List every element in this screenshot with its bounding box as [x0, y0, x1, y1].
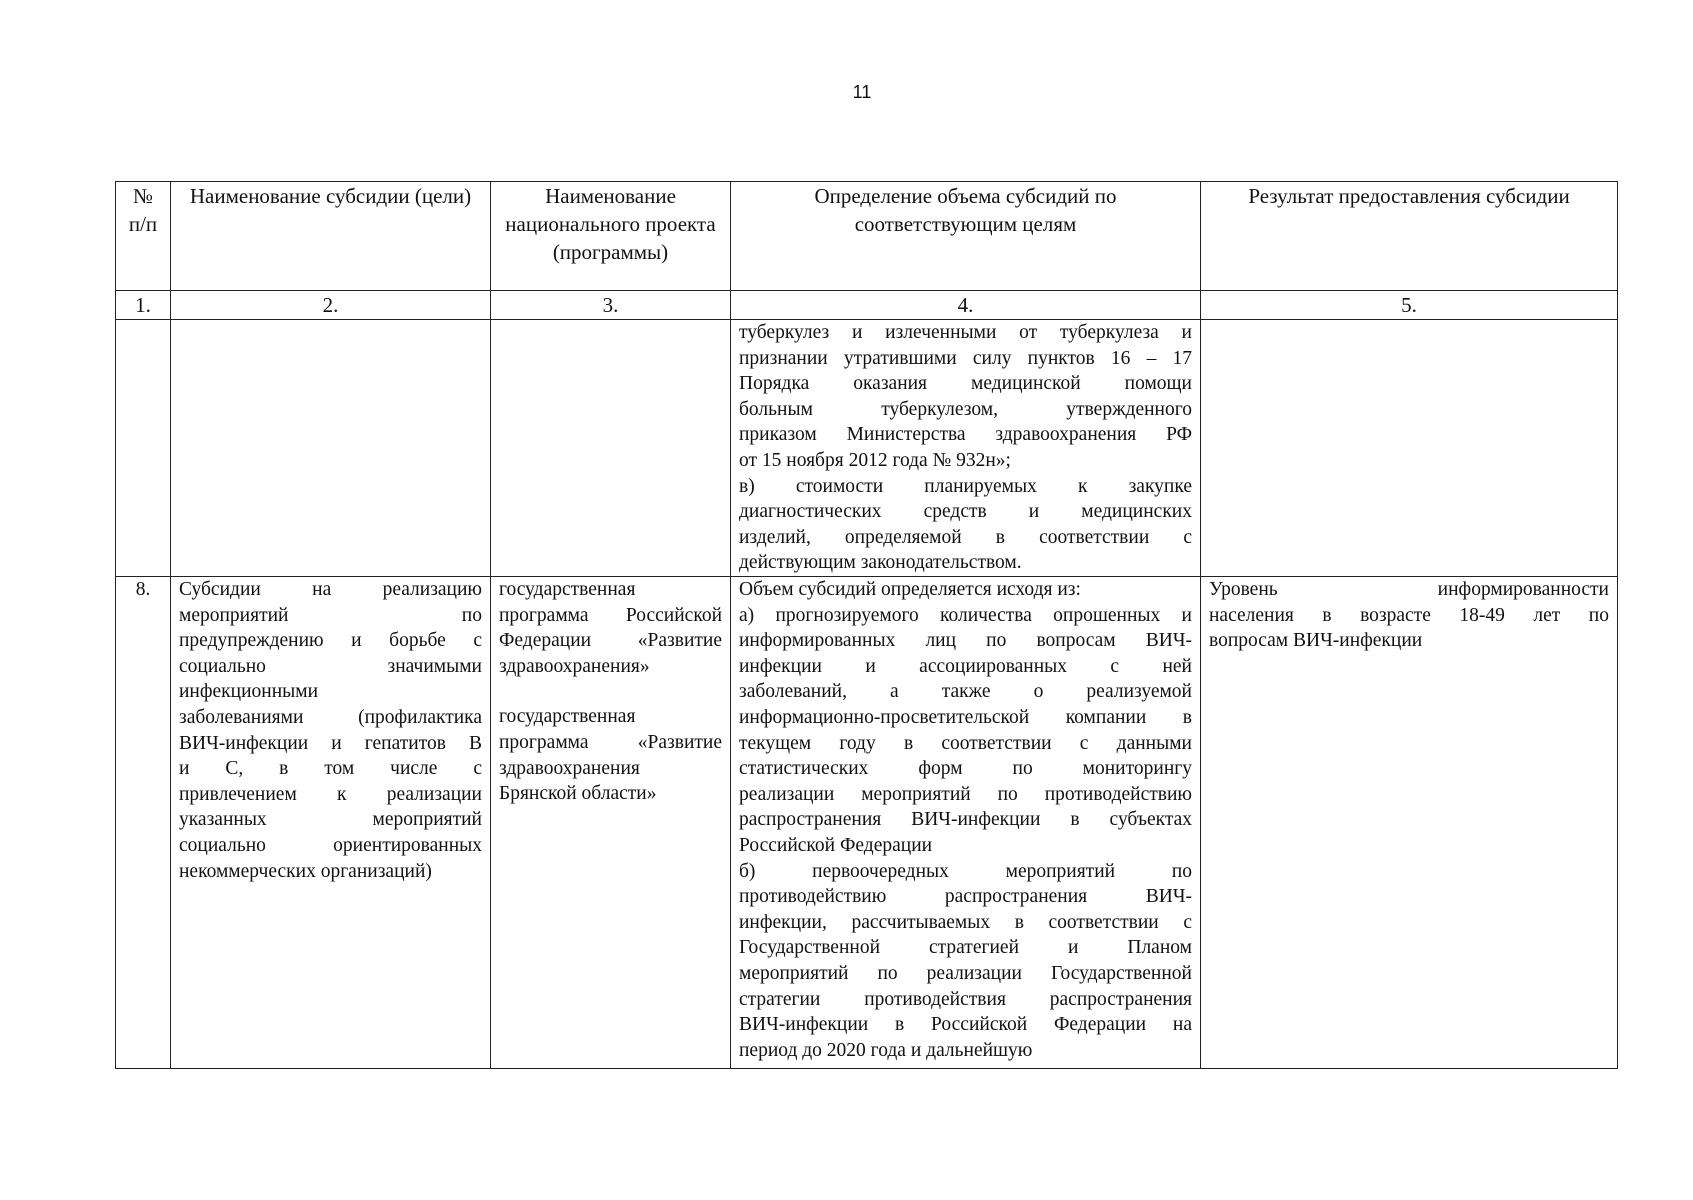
text-line: противодействию распространения ВИЧ- — [739, 886, 1192, 908]
text-line: программа «Развитие — [499, 731, 722, 753]
text-line: и С, в том числе с — [179, 758, 482, 780]
text-line: Брянской области» — [499, 783, 657, 805]
text-line: статистических форм по мониторингу — [739, 758, 1192, 780]
cell-national-project — [491, 577, 731, 1069]
text-line: Федерации «Развитие — [499, 630, 722, 652]
text-line: социально значимыми — [179, 655, 482, 677]
text-line: приказом Министерства здравоохранения РФ — [739, 424, 1192, 446]
cell-subsidy-name — [171, 577, 491, 1069]
text-line: Государственной стратегией и Планом — [739, 937, 1192, 959]
header-national-project: Наименование национального проекта (программы) — [491, 182, 731, 291]
column-number: 5. — [1201, 291, 1618, 320]
text-line: реализации мероприятий по противодействию — [739, 783, 1192, 805]
cell-result — [1201, 577, 1618, 1069]
text-line: государственная — [499, 579, 636, 600]
text-line: Порядка оказания медицинской помощи — [739, 373, 1192, 395]
text-line: Уровень информированности — [1209, 579, 1609, 600]
text-line: ВИЧ-инфекции в Российской Федерации на — [739, 1014, 1192, 1036]
header-subsidy-name: Наименование субсидии (цели) — [171, 182, 491, 291]
column-number: 1. — [116, 291, 171, 320]
column-number: 4. — [731, 291, 1201, 320]
text-line: изделий, определяемой в соответствии с — [739, 526, 1192, 548]
cell-empty — [491, 320, 731, 577]
text-line: диагностических средств и медицинских — [739, 501, 1192, 523]
cell-empty — [1201, 320, 1618, 577]
page-number: 11 — [852, 82, 872, 102]
text-line: признании утратившими силу пунктов 16 – 17 — [739, 347, 1192, 369]
header-num: № п/п — [116, 182, 171, 291]
column-number: 2. — [171, 291, 491, 320]
text-line: некоммерческих организаций) — [179, 860, 432, 882]
text-line: инфекции, рассчитываемых в соответствии с — [739, 911, 1192, 933]
text-line: населения в возрасте 18-49 лет по — [1209, 604, 1609, 626]
text-line: больным туберкулезом, утвержденного — [739, 398, 1192, 420]
text-line: в) стоимости планируемых к закупке — [739, 475, 1192, 497]
text-line: туберкулез и излеченными от туберкулеза и — [739, 322, 1192, 343]
cell-volume-definition — [731, 577, 1201, 1069]
text-line: заболеваний, а также о реализуемой — [739, 681, 1192, 703]
text-line: текущем году в соответствии с данными — [739, 732, 1192, 754]
text-line: стратегии противодействия распространения — [739, 988, 1192, 1010]
text-line: программа Российской — [499, 604, 722, 626]
column-number-row — [116, 291, 1618, 320]
text-line: здравоохранения» — [499, 655, 650, 677]
text-line: инфекции и ассоциированных с ней — [739, 655, 1192, 677]
text-line: мероприятий по — [179, 604, 482, 626]
text-line: Субсидии на реализацию — [179, 579, 482, 600]
cell-volume-continuation — [731, 320, 1201, 577]
column-number: 3. — [491, 291, 731, 320]
text-line: государственная — [499, 706, 636, 728]
text-line: от 15 ноября 2012 года № 932н»; — [739, 449, 1011, 471]
table-row-8 — [116, 577, 1618, 1069]
subsidy-table — [115, 181, 1618, 1069]
text-line: распространения ВИЧ-инфекции в субъектах — [739, 809, 1192, 831]
cell-empty — [171, 320, 491, 577]
program-federal — [499, 577, 722, 679]
text-line: информационно-просветительской компании в — [739, 706, 1192, 728]
text-line: Российской Федерации — [739, 834, 933, 856]
text-line: заболеваниями (профилактика — [179, 706, 482, 728]
cell-empty — [116, 320, 171, 577]
header-row — [116, 182, 1618, 291]
text-line: предупреждению и борьбе с — [179, 630, 482, 652]
spacer — [499, 679, 722, 704]
program-regional — [499, 704, 722, 806]
text-line: Объем субсидий определяется исходя из: — [739, 579, 1081, 600]
text-line: период до 2020 года и дальнейшую — [739, 1039, 1033, 1061]
text-line: а) прогнозируемого количества опрошенных и — [739, 604, 1192, 626]
text-line: ВИЧ-инфекции и гепатитов В — [179, 732, 482, 754]
text-line: б) первоочередных мероприятий по — [739, 860, 1192, 882]
text-line: инфекционными — [179, 681, 319, 703]
header-result: Результат предоставления субсидии — [1201, 182, 1618, 291]
header-volume-definition: Определение объема субсидий по соответствующим целям — [731, 182, 1201, 291]
text-line: социально ориентированных — [179, 834, 482, 856]
cell-row-number: 8. — [116, 577, 171, 1069]
text-line: информированных лиц по вопросам ВИЧ- — [739, 630, 1192, 652]
text-line: вопросам ВИЧ-инфекции — [1209, 630, 1423, 652]
text-line: мероприятий по реализации Государственной — [739, 962, 1192, 984]
text-line: действующим законодательством. — [739, 552, 1022, 574]
text-line: привлечением к реализации — [179, 783, 482, 805]
text-line: указанных мероприятий — [179, 809, 482, 831]
table-row-continuation — [116, 320, 1618, 577]
text-line: здравоохранения — [499, 757, 640, 779]
